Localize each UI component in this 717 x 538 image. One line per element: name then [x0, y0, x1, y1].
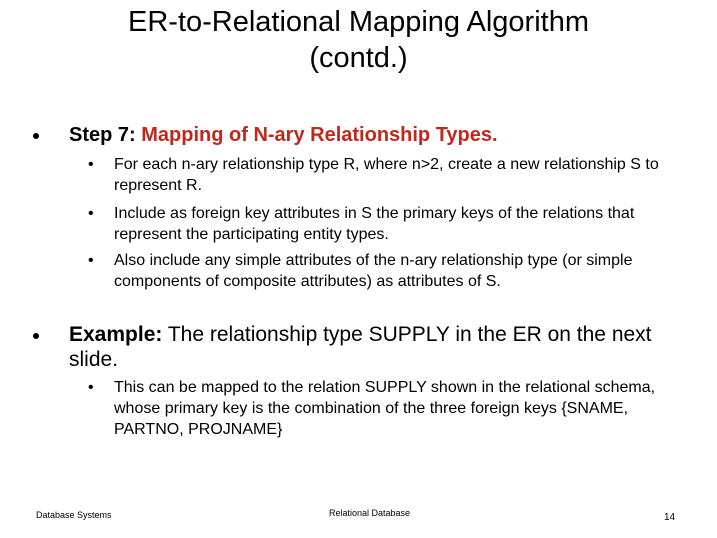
step7-item-1: For each n-ary relationship type R, where n>2, create a new relationship S to represent R.: [114, 156, 659, 194]
step7-item-3: Also include any simple attributes of the n-ary relationship type (or simple components of composite attributes) as attributes of S.: [114, 252, 633, 290]
step7-label: Step 7:: [69, 124, 142, 146]
sub-bullet-icon: •: [88, 252, 94, 269]
example-text: The relationship type SUPPLY in the ER on the next slide.: [69, 323, 652, 371]
example-label: Example:: [69, 323, 163, 346]
sub-bullet-icon: •: [88, 379, 94, 396]
slide-title-line-2: (contd.): [309, 42, 408, 74]
slide-title: [0, 4, 717, 76]
step7-title: Mapping of N-ary Relationship Types.: [141, 124, 498, 146]
slide-title-line-1: ER-to-Relational Mapping Algorithm: [128, 6, 589, 38]
sub-bullet-icon: •: [88, 156, 94, 173]
main-bullet-icon: [33, 333, 39, 339]
step7-heading: [69, 122, 498, 148]
example-item-1: This can be mapped to the relation SUPPLY shown in the relational schema, whose primary key is the combination of the three foreign keys {SNAME, PARTNO, PROJNAME}: [114, 379, 656, 438]
footer-center: Relational Database: [329, 508, 411, 518]
footer-left: Database Systems: [36, 510, 112, 520]
sub-bullet-icon: •: [88, 205, 94, 222]
step7-item-2: Include as foreign key attributes in S the primary keys of the relations that represent the participating entity types.: [114, 205, 635, 243]
example-paragraph: [69, 322, 669, 372]
main-bullet-icon: [33, 133, 39, 139]
page-number: 14: [664, 512, 676, 523]
